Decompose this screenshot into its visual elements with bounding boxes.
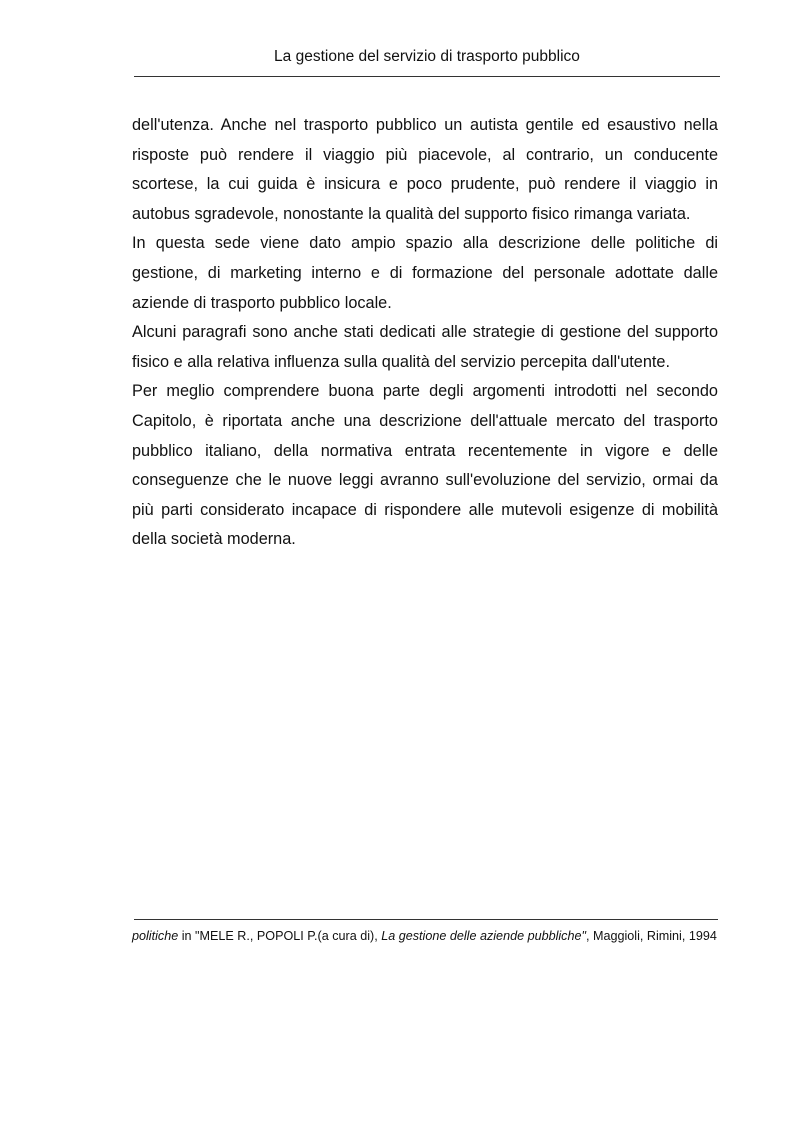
footnote-italic-term: politiche [132, 929, 179, 943]
footnote-publisher: , Maggioli, Rimini, 1994 [585, 929, 717, 943]
paragraph-2: In questa sede viene dato ampio spazio alla descrizione delle politiche di gestione, di marketing interno e di formazione del personale adottate dalle aziende di trasporto pubblico locale. [132, 234, 718, 312]
main-text [132, 111, 718, 555]
header-divider [134, 76, 720, 77]
running-header: La gestione del servizio di trasporto pubblico [274, 48, 580, 65]
paragraph-3: Alcuni paragrafi sono anche stati dedicati alle strategie di gestione del supporto fisico e alla relativa influenza sulla qualità del servizio percepita dall'utente. [132, 323, 718, 371]
footnote-divider [134, 919, 718, 920]
footnote [132, 929, 720, 945]
paragraph-4: Per meglio comprendere buona parte degli argomenti introdotti nel secondo Capitolo, è riportata anche una descrizione dell'attuale mercato del trasporto pubblico italiano, della normativa entrata recentemente in vigore e delle conseguenze che le nuove leggi avranno sull'evoluzione del servizio, ormai da più parti considerato incapace di rispondere alle mutevoli esigenze di mobilità della società moderna. [132, 382, 718, 549]
footnote-book-title: La gestione delle aziende pubbliche" [381, 929, 586, 943]
footnote-author: in "MELE R., POPOLI P.(a cura di), [178, 929, 382, 943]
paragraph-1: dell'utenza. Anche nel trasporto pubblico un autista gentile ed esaustivo nella risposte può rendere il viaggio più piacevole, al contrario, un conducente scortese, la cui guida è insicura e poco prudente, può rendere il viaggio in autobus sgradevole, nonostante la qualità del supporto fisico rimanga variata. [132, 116, 718, 223]
